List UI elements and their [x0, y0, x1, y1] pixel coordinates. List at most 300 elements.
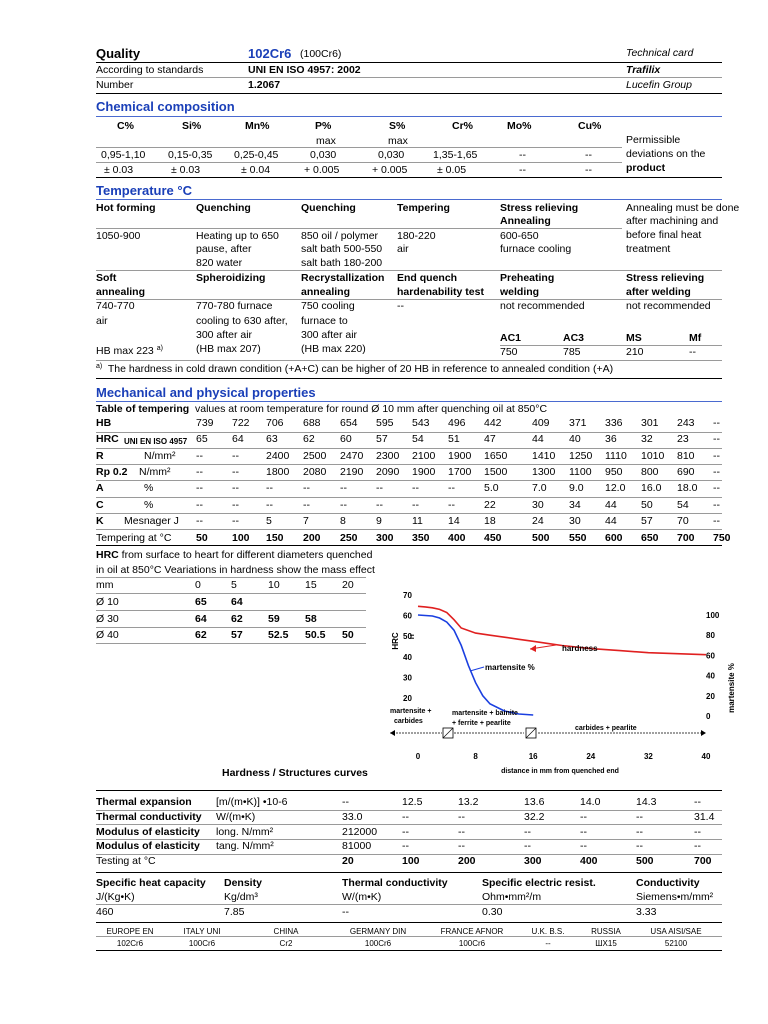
table-cell: 243: [677, 417, 695, 429]
chem-deviation: ± 0.03: [171, 164, 201, 176]
recrystallization-value: 750 cooling: [301, 300, 355, 312]
phys-label: Modulus of elasticity: [96, 840, 200, 853]
table-cell: 44: [605, 498, 617, 511]
table-cell: --: [376, 498, 383, 511]
chem-max-p: max: [316, 135, 336, 147]
table-row-label: HB: [96, 417, 112, 429]
phys-value: --: [458, 825, 465, 838]
divider: [96, 360, 722, 361]
table-cell: 5.0: [484, 482, 499, 495]
table-cell: 1110: [605, 449, 627, 462]
y2-tick-label: 0: [706, 712, 711, 721]
prop-value: 460: [96, 906, 114, 918]
temp-header-annealing: Annealing: [500, 215, 551, 227]
recrystallization-value: (HB max 220): [301, 343, 366, 355]
table-cell: 16.0: [641, 482, 662, 495]
table-cell: 688: [303, 417, 321, 429]
table-cell: 5: [266, 514, 272, 527]
preheating-value: not recommended: [500, 300, 585, 312]
divider: [96, 529, 722, 530]
table-cell: 800: [641, 465, 659, 478]
anneal-note: treatment: [626, 243, 671, 255]
table-cell: 64: [232, 433, 244, 446]
x-tick-label: 32: [643, 752, 653, 761]
table-cell: 739: [196, 417, 214, 429]
table-cell: 62: [303, 433, 315, 446]
recrystallization-header: Recrystallization: [301, 272, 385, 284]
tempering-temp: 500: [532, 532, 550, 545]
tempering-temp: 50: [196, 532, 208, 545]
divider: [96, 270, 722, 271]
divider: [96, 480, 722, 481]
table-cell: 371: [569, 417, 587, 429]
table-cell: 47: [484, 433, 496, 446]
table-cell: 1250: [569, 449, 593, 462]
stress-after-welding-header: after welding: [626, 286, 691, 298]
divider: [96, 610, 366, 611]
divider: [96, 199, 722, 200]
phys-value: 32.2: [524, 810, 545, 823]
table-cell: 496: [448, 417, 466, 429]
table-cell: 654: [340, 417, 358, 429]
tempering-label: Tempering at °C: [96, 532, 172, 545]
number-value: 1.2067: [248, 79, 281, 91]
table-cell: 14: [448, 514, 460, 527]
tempering-temp: 450: [484, 532, 502, 545]
table-cell: 36: [605, 433, 617, 446]
equiv-value: 52100: [664, 939, 688, 948]
stress-value: furnace cooling: [500, 243, 572, 255]
divider: [96, 432, 722, 433]
equiv-head: ITALY UNI: [183, 927, 221, 936]
y2-tick-label: 60: [706, 651, 715, 661]
phys-value: --: [694, 796, 701, 808]
table-cell: 57: [641, 514, 653, 527]
phys-value: --: [402, 825, 409, 838]
chem-value: 1,35-1,65: [433, 149, 478, 161]
table-cell: 9.0: [569, 482, 584, 495]
table-cell: --: [196, 449, 203, 462]
table-cell: 1010: [641, 449, 665, 462]
table-cell: 442: [484, 417, 502, 429]
annotation: + ferrite + pearlite: [452, 720, 511, 727]
divider: [96, 790, 722, 791]
phys-unit: tang. N/mm²: [216, 840, 274, 853]
table-cell: 810: [677, 449, 695, 462]
end-quench-header: End quench: [397, 272, 458, 284]
standards-label: According to standards: [96, 64, 204, 76]
y2-tick-label: 100: [706, 611, 720, 620]
phys-value: --: [580, 840, 587, 853]
divider: [96, 448, 722, 449]
x-tick-label: 24: [586, 752, 596, 761]
divider: [96, 401, 722, 402]
hrc-diameter: Ø 40: [96, 629, 119, 641]
table-cell: 51: [448, 433, 460, 446]
phys-value: 31.4: [694, 810, 715, 823]
table-row-unit: UNI EN ISO 4957: [124, 437, 188, 447]
hardness-footnote: $^{a)}$ The hardness in cold drawn condition (+A+C) can be higher of 20 HB in reference to annealed condition (+A): [96, 363, 614, 375]
equiv-value: 100Cr6: [188, 939, 216, 948]
table-cell: 70: [677, 514, 689, 527]
series-label-martensite: martensite %: [485, 663, 535, 672]
table-cell: 44: [605, 514, 617, 527]
table-cell: 11: [412, 514, 423, 527]
temp-header-hot-forming: Hot forming: [96, 202, 156, 214]
y2-tick-label: 80: [706, 631, 715, 641]
table-cell: 30: [532, 498, 544, 511]
table-cell: --: [713, 465, 720, 478]
chem-deviation: + 0.005: [372, 164, 408, 176]
table-cell: 2100: [412, 449, 436, 462]
testing-temp: 500: [636, 855, 654, 868]
soft-annealing-value: air: [96, 315, 108, 327]
chem-value: 0,25-0,45: [234, 149, 279, 161]
divider: [96, 936, 722, 937]
chem-header-c: C%: [117, 120, 134, 132]
chem-header-p: P%: [315, 120, 332, 132]
annotation: martensite +: [390, 708, 432, 715]
table-cell: 336: [605, 417, 623, 429]
quench-oil: salt bath 180-200: [301, 257, 383, 269]
table-cell: --: [713, 498, 720, 511]
divider: [96, 513, 722, 514]
chem-max-s: max: [388, 135, 408, 147]
table-cell: 2470: [340, 449, 364, 462]
hrc-head: 20: [342, 579, 354, 591]
temperature-title: Temperature °C: [96, 183, 192, 198]
table-cell: --: [266, 482, 273, 495]
testing-temp: 20: [342, 855, 354, 868]
table-cell: 1700: [448, 465, 472, 478]
standards-value: UNI EN ISO 4957: 2002: [248, 64, 361, 76]
table-row-unit: Mesnager J: [124, 514, 179, 527]
table-cell: --: [232, 482, 239, 495]
annotation: carbides + pearlite: [575, 725, 637, 732]
phys-value: 13.6: [524, 796, 545, 808]
table-cell: 1500: [484, 465, 508, 478]
table-cell: 1410: [532, 449, 556, 462]
quench-oil: 850 oil / polymer: [301, 230, 379, 242]
table-cell: 24: [532, 514, 544, 527]
phys-value: 81000: [342, 840, 372, 853]
table-cell: --: [713, 482, 720, 495]
testing-temp: 100: [402, 855, 420, 868]
divider: [96, 77, 722, 78]
phys-value: --: [580, 810, 587, 823]
divider: [96, 497, 722, 498]
divider: [96, 643, 366, 644]
tempering-temp: 350: [412, 532, 430, 545]
table-cell: --: [448, 498, 455, 511]
table-cell: 1650: [484, 449, 508, 462]
chem-header-cu: Cu%: [578, 120, 602, 132]
ac3-value: 785: [563, 346, 581, 358]
phys-value: 212000: [342, 825, 378, 838]
phys-value: --: [458, 840, 465, 853]
divider: [96, 147, 622, 148]
divider: [96, 904, 722, 905]
chem-header-mn: Mn%: [245, 120, 270, 132]
prop-value: --: [342, 906, 349, 918]
table-cell: --: [376, 482, 383, 495]
table-cell: 2080: [303, 465, 327, 478]
table-row-label: C: [96, 498, 104, 511]
table-row-label: HRC: [96, 433, 119, 446]
chem-value: 0,030: [310, 149, 337, 161]
zone-box-hatch: [526, 728, 536, 738]
y-tick-label: 60: [403, 611, 412, 621]
table-row-unit: N/mm²: [144, 449, 176, 462]
phys-value: 12.5: [402, 796, 423, 808]
hrc-value: 50: [342, 629, 354, 641]
end-quench-value: --: [397, 300, 404, 312]
y-tick-label: 70: [403, 591, 412, 600]
hot-forming-value: 1050-900: [96, 230, 141, 242]
table-cell: --: [196, 465, 203, 478]
phys-unit: [m/(m•K)] •10-6: [216, 796, 288, 808]
table-cell: 1800: [266, 465, 290, 478]
divider: [96, 950, 722, 951]
quench-oil: salt bath 500-550: [301, 243, 383, 255]
tempering-temp: 650: [641, 532, 659, 545]
prop-head: Conductivity: [636, 877, 700, 889]
table-cell: 1900: [448, 449, 472, 462]
stress-after-welding-value: not recommended: [626, 300, 711, 312]
equiv-head: CHINA: [273, 927, 299, 936]
leader-arrow: [530, 645, 536, 652]
prop-unit: Ohm•mm²/m: [482, 891, 542, 903]
hrc-value: 65: [195, 596, 207, 608]
recrystallization-header: annealing: [301, 286, 351, 298]
table-cell: --: [340, 498, 347, 511]
recrystallization-value: 300 after air: [301, 329, 358, 341]
equiv-value: 102Cr6: [116, 939, 144, 948]
recrystallization-value: furnace to: [301, 315, 348, 327]
soft-annealing-header: annealing: [96, 286, 146, 298]
equiv-value: 100Cr6: [458, 939, 486, 948]
chem-deviation: + 0.005: [304, 164, 340, 176]
y-axis-label: HRC: [391, 632, 400, 650]
chem-value: 0,030: [378, 149, 405, 161]
table-cell: --: [196, 514, 203, 527]
phys-value: --: [580, 825, 587, 838]
table-cell: --: [232, 498, 239, 511]
table-cell: 54: [412, 433, 424, 446]
table-cell: 706: [266, 417, 284, 429]
table-cell: 60: [340, 433, 352, 446]
x-tick-label: 0: [415, 752, 421, 761]
mf-label: Mf: [689, 332, 702, 344]
divider: [96, 627, 366, 628]
anneal-note: before final heat: [626, 229, 702, 241]
table-cell: --: [713, 417, 720, 429]
chem-value: 0,15-0,35: [168, 149, 213, 161]
phys-value: 13.2: [458, 796, 479, 808]
tempering-temp: 200: [303, 532, 321, 545]
tempering-value: air: [397, 243, 409, 255]
table-cell: 23: [677, 433, 689, 446]
prop-unit: J/(Kg•K): [96, 891, 135, 903]
soft-annealing-hb: HB max 223 $^{a)}$: [96, 345, 163, 357]
phys-unit: W/(m•K): [216, 810, 256, 823]
hrc-value: 64: [231, 596, 243, 608]
zone-box-hatch: [443, 728, 453, 738]
table-row-label: Rp 0.2: [96, 465, 128, 478]
spheroidizing-value: (HB max 207): [196, 343, 261, 355]
chem-header-mo: Mo%: [507, 120, 532, 132]
table-row-label: K: [96, 514, 104, 527]
table-cell: 63: [266, 433, 278, 446]
hrc-value: 59: [268, 612, 280, 625]
table-cell: 12.0: [605, 482, 626, 495]
table-cell: 7: [303, 514, 309, 527]
prop-head: Specific heat capacity: [96, 877, 206, 889]
hrc-head: 10: [268, 579, 280, 591]
hrc-head: mm: [96, 579, 114, 591]
arrow-head: [390, 730, 395, 736]
tempering-table-caption: Table of tempering values at room temperature for round Ø 10 mm after quenching oil at 850°C: [96, 403, 548, 415]
spheroidizing-value: 300 after air: [196, 329, 253, 341]
soft-annealing-header: Soft: [96, 272, 117, 284]
table-cell: 57: [376, 433, 388, 446]
chem-value: --: [519, 149, 526, 161]
phys-value: 33.0: [342, 810, 363, 823]
phys-value: --: [636, 825, 643, 838]
table-cell: --: [303, 482, 310, 495]
divider: [96, 162, 622, 163]
phys-value: --: [694, 840, 701, 853]
tempering-temp: 100: [232, 532, 250, 545]
table-cell: 543: [412, 417, 430, 429]
table-cell: --: [713, 433, 720, 446]
spheroidizing-value: 770-780 furnace: [196, 300, 273, 312]
phys-unit: long. N/mm²: [216, 825, 274, 838]
table-cell: 1300: [532, 465, 556, 478]
number-label: Number: [96, 79, 134, 91]
table-cell: --: [232, 449, 239, 462]
chem-value: 0,95-1,10: [101, 149, 146, 161]
brand-name: Trafilix: [626, 64, 661, 76]
equiv-head: USA AISI/SAE: [650, 927, 702, 936]
leader-line: [470, 667, 484, 671]
prop-unit: Kg/dm³: [224, 891, 258, 903]
table-cell: 8: [340, 514, 346, 527]
series-label-hardness: hardness: [562, 644, 598, 653]
divider: [96, 62, 722, 63]
phys-value: --: [402, 840, 409, 853]
preheating-header: Preheating: [500, 272, 555, 284]
hrc-value: 52.5: [268, 629, 289, 641]
table-cell: 34: [569, 498, 581, 511]
equiv-head: EUROPE EN: [106, 927, 154, 936]
ac1-label: AC1: [500, 332, 522, 344]
y2-axis-label: martensite %: [727, 663, 736, 713]
ac3-label: AC3: [563, 332, 585, 344]
tempering-value: 180-220: [397, 230, 436, 242]
quality-label: Quality: [96, 46, 141, 61]
y-tick-label: 20: [403, 694, 412, 703]
table-cell: 722: [232, 417, 250, 429]
phys-value: --: [524, 825, 531, 838]
hrc-value: 57: [231, 629, 243, 641]
table-row-unit: N/mm²: [139, 465, 171, 478]
phys-value: --: [636, 810, 643, 823]
phys-value: --: [694, 825, 701, 838]
temp-header-quenching-2: Quenching: [301, 202, 356, 214]
tempering-temp: 600: [605, 532, 623, 545]
temp-header-stress-relieving: Stress relieving: [500, 202, 579, 214]
temp-header-tempering: Tempering: [397, 202, 450, 214]
divider: [96, 378, 722, 379]
ms-label: MS: [626, 332, 642, 344]
table-cell: 50: [641, 498, 653, 511]
table-cell: --: [412, 482, 419, 495]
table-cell: --: [196, 498, 203, 511]
prop-head: Thermal conductivity: [342, 877, 448, 889]
table-row-unit: %: [144, 482, 154, 495]
chem-header-cr: Cr%: [452, 120, 474, 132]
table-cell: --: [412, 498, 419, 511]
quality-alt: (100Cr6): [300, 48, 342, 60]
divider: [96, 93, 722, 94]
table-cell: 54: [677, 498, 689, 511]
table-cell: 2300: [376, 449, 400, 462]
equiv-value: Cr2: [279, 939, 293, 948]
table-cell: --: [303, 498, 310, 511]
ms-value: 210: [626, 346, 644, 358]
testing-temp: 300: [524, 855, 542, 868]
table-cell: 2400: [266, 449, 290, 462]
chem-deviation: --: [519, 164, 526, 176]
arrow-head: [701, 730, 706, 736]
x-tick-label: 40: [701, 752, 711, 761]
spheroidizing-header: Spheroidizing: [196, 272, 266, 284]
table-cell: 2190: [340, 465, 364, 478]
divider: [96, 577, 366, 578]
y-tick-label: 30: [403, 673, 412, 683]
table-cell: 30: [569, 514, 581, 527]
end-quench-header: hardenability test: [397, 286, 484, 298]
x-tick-label: 8: [473, 752, 478, 761]
testing-label: Testing at °C: [96, 855, 156, 868]
hardness-structures-chart: [360, 583, 740, 783]
equiv-value: 100Cr6: [364, 939, 392, 948]
divider: [96, 464, 722, 465]
y-tick-label: 40: [403, 652, 412, 662]
hrc-head: 15: [305, 579, 317, 591]
hrc-head: 5: [231, 579, 237, 591]
soft-annealing-value: 740-770: [96, 300, 135, 312]
table-cell: --: [266, 498, 273, 511]
tempering-temp: 150: [266, 532, 284, 545]
x-axis-label: distance in mm from quenched end: [501, 768, 619, 775]
temp-header-quenching: Quenching: [196, 202, 251, 214]
perm-line2: deviations on the: [626, 148, 706, 160]
equiv-value: --: [545, 939, 551, 948]
table-cell: --: [713, 449, 720, 462]
phys-value: --: [636, 840, 643, 853]
phys-label: Thermal conductivity: [96, 810, 202, 823]
preheating-header: welding: [500, 286, 540, 298]
tempering-temp: 250: [340, 532, 358, 545]
divider: [96, 228, 622, 229]
chem-deviation: ± 0.04: [241, 164, 271, 176]
prop-unit: Siemens•m/mm²: [636, 891, 714, 903]
table-cell: 44: [532, 433, 544, 446]
divider: [96, 872, 722, 873]
table-cell: --: [448, 482, 455, 495]
